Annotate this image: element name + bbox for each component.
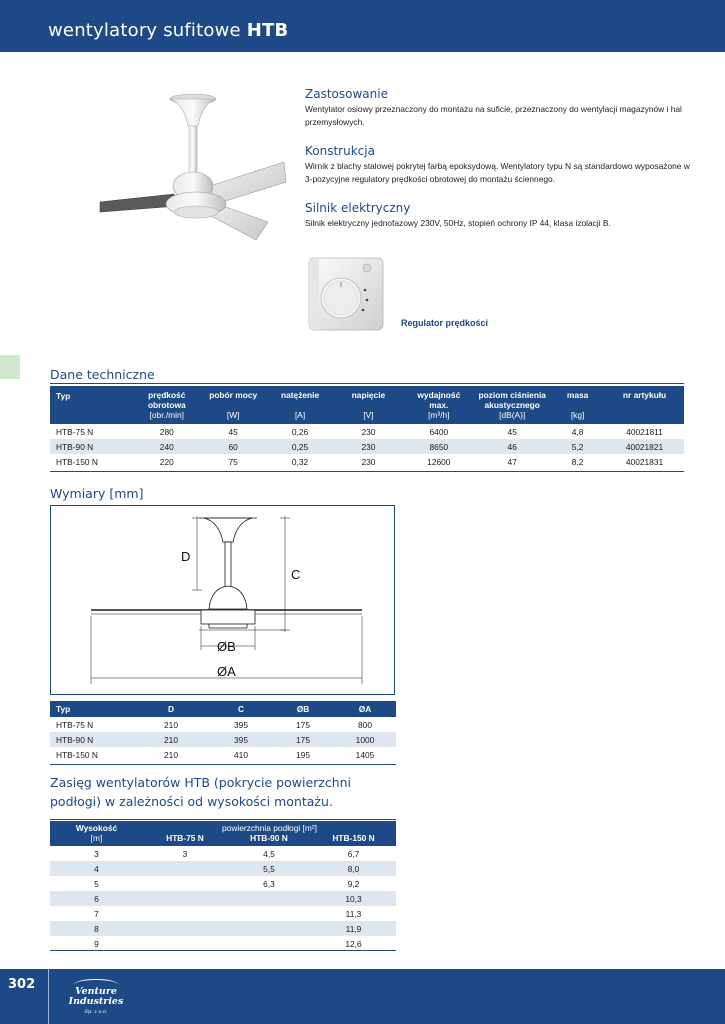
tech-cell: 240 bbox=[134, 439, 200, 454]
tech-cell: 40021821 bbox=[605, 439, 684, 454]
dims-cell: 395 bbox=[210, 732, 272, 747]
konstrukcja-text: Wirnik z blachy stalowej pokrytej farbą epoksydową. Wentylatory typu N są standardowo wyposażone w 3-pozycyjne regulatory prędkości obrotowej do montażu ściennego. bbox=[305, 161, 690, 184]
tech-cell: 0,32 bbox=[291, 456, 309, 467]
th-masa: masa bbox=[550, 386, 605, 410]
dims-cell: 210 bbox=[164, 749, 178, 760]
speed-regulator-photo bbox=[305, 254, 387, 334]
range-cell bbox=[143, 936, 227, 951]
th-poziom: poziom ciśnienia akustycznego bbox=[474, 386, 550, 410]
dims-table bbox=[50, 701, 396, 762]
tech-cell: HTB-150 N bbox=[56, 456, 98, 467]
dim-label-d: D bbox=[181, 549, 191, 564]
dims-th-c: C bbox=[210, 701, 272, 717]
dims-cell: 195 bbox=[296, 749, 310, 760]
dim-label-b: ØB bbox=[217, 639, 236, 654]
logo-line2: Industries bbox=[68, 996, 124, 1007]
unit-pobor: [W] bbox=[200, 410, 267, 424]
range-cell bbox=[227, 906, 311, 921]
dims-cell: 1405 bbox=[355, 749, 375, 760]
dim-label-c: C bbox=[291, 567, 301, 582]
tech-cell: 12600 bbox=[427, 456, 451, 467]
range-cell: 9,2 bbox=[347, 878, 360, 889]
range-row bbox=[50, 921, 396, 936]
dims-cell: 800 bbox=[358, 719, 372, 730]
tech-heading-rule bbox=[50, 383, 684, 384]
unit-predkosc: [obr./min] bbox=[134, 410, 200, 424]
range-cell bbox=[227, 936, 311, 951]
tech-cell: 6400 bbox=[429, 426, 449, 437]
range-th-unit: [m] bbox=[50, 833, 143, 846]
dims-bottom-rule bbox=[50, 764, 396, 765]
tech-cell: 75 bbox=[228, 456, 238, 467]
zastosowanie-heading: Zastosowanie bbox=[305, 87, 388, 101]
dims-cell: HTB-90 N bbox=[50, 732, 132, 747]
range-cell: 4,5 bbox=[263, 848, 275, 859]
range-heading bbox=[50, 773, 351, 811]
dims-cell: 1000 bbox=[334, 732, 396, 747]
dims-row bbox=[50, 747, 396, 762]
dims-diagram bbox=[51, 506, 394, 694]
unit-poziom: [dB(A)] bbox=[474, 410, 550, 424]
tech-cell: 8,2 bbox=[571, 456, 584, 467]
range-th-htb90: HTB-90 N bbox=[227, 833, 311, 846]
range-row bbox=[50, 861, 396, 876]
dims-th-typ: Typ bbox=[50, 701, 132, 717]
silnik-heading: Silnik elektryczny bbox=[305, 201, 411, 215]
footer-divider bbox=[48, 969, 49, 1024]
range-cell: 6 bbox=[50, 891, 143, 906]
dims-row bbox=[50, 732, 396, 747]
dims-th-d: D bbox=[132, 701, 210, 717]
tech-cell: 220 bbox=[159, 456, 174, 467]
range-cell: 10,3 bbox=[311, 891, 396, 906]
tech-cell: 45 bbox=[507, 426, 517, 437]
unit-napiecie: [V] bbox=[334, 410, 404, 424]
dims-cell: 395 bbox=[234, 719, 248, 730]
dims-cell: 210 bbox=[164, 719, 178, 730]
tech-cell: 8650 bbox=[403, 439, 474, 454]
page-title: wentylatory sufitowe HTB bbox=[48, 20, 289, 41]
range-cell: 6,7 bbox=[347, 848, 360, 859]
th-predkosc: prędkość obrotowa bbox=[134, 386, 200, 410]
range-cell: 12,6 bbox=[345, 938, 362, 949]
tech-cell: 0,26 bbox=[291, 426, 309, 437]
venture-logo bbox=[64, 979, 128, 1019]
range-table bbox=[50, 821, 396, 951]
section-tab bbox=[0, 355, 20, 379]
tech-data-heading: Dane techniczne bbox=[50, 367, 155, 382]
th-wydajnosc: wydajność max. bbox=[403, 386, 474, 410]
tech-cell: 230 bbox=[361, 426, 376, 437]
tech-cell: HTB-75 N bbox=[56, 426, 94, 437]
dims-th-b: ØB bbox=[272, 701, 334, 717]
range-cell: 8,0 bbox=[311, 861, 396, 876]
dims-cell: HTB-150 N bbox=[56, 749, 98, 760]
range-cell: 11,3 bbox=[345, 908, 362, 919]
range-row bbox=[50, 906, 396, 921]
tech-cell: 46 bbox=[474, 439, 550, 454]
th-typ: Typ bbox=[50, 386, 134, 410]
range-row bbox=[50, 876, 396, 891]
zastosowanie-text: Wentylator osiowy przeznaczony do montażu na suficie, przeznaczony do wentylacji magazynów i hal przemysłowych. bbox=[305, 104, 682, 127]
tech-row bbox=[50, 424, 684, 439]
range-th-htb75: HTB-75 N bbox=[143, 833, 227, 846]
dims-th-a: ØA bbox=[334, 701, 396, 717]
range-th-powierzchnia: powierzchnia podłogi [m²] bbox=[143, 821, 396, 833]
tech-cell: 5,2 bbox=[550, 439, 605, 454]
range-cell bbox=[143, 906, 227, 921]
range-heading-line1: Zasięg wentylatorów HTB (pokrycie powierzchni bbox=[50, 775, 352, 790]
range-cell bbox=[227, 891, 311, 906]
unit-wydajnosc: [m³/h] bbox=[403, 410, 474, 424]
dims-cell: 210 bbox=[132, 732, 210, 747]
range-cell: 5 bbox=[94, 878, 99, 889]
unit-masa: [kg] bbox=[550, 410, 605, 424]
tech-row bbox=[50, 439, 684, 454]
tech-cell: 0,25 bbox=[267, 439, 334, 454]
range-cell: 8 bbox=[50, 921, 143, 936]
range-cell: 5,5 bbox=[227, 861, 311, 876]
tech-cell: 40021811 bbox=[626, 426, 663, 437]
range-th-wysokosc: Wysokość bbox=[50, 821, 143, 833]
tech-cell: 280 bbox=[159, 426, 174, 437]
tech-cell: 4,8 bbox=[571, 426, 584, 437]
dims-row bbox=[50, 717, 396, 732]
tech-units-row bbox=[50, 410, 684, 424]
tech-cell: 47 bbox=[507, 456, 517, 467]
dims-cell: 410 bbox=[234, 749, 248, 760]
range-heading-line2: podłogi) w zależności od wysokości montażu. bbox=[50, 794, 333, 809]
range-cell: 7 bbox=[94, 908, 99, 919]
tech-cell: 40021831 bbox=[625, 456, 664, 467]
range-cell bbox=[143, 861, 227, 876]
dims-cell: 175 bbox=[272, 732, 334, 747]
range-th-htb150: HTB-150 N bbox=[311, 833, 396, 846]
tech-cell: 45 bbox=[228, 426, 238, 437]
range-cell: 4 bbox=[50, 861, 143, 876]
unit-natezenie: [A] bbox=[267, 410, 334, 424]
range-row bbox=[50, 891, 396, 906]
ceiling-fan-photo bbox=[88, 90, 298, 250]
page-number: 302 bbox=[8, 977, 36, 992]
tech-cell: 230 bbox=[334, 439, 404, 454]
range-cell: 3 bbox=[94, 848, 99, 859]
range-row bbox=[50, 846, 396, 861]
dims-cell: 175 bbox=[296, 719, 310, 730]
range-cell: 3 bbox=[182, 848, 188, 859]
range-cell bbox=[143, 876, 227, 891]
tech-cell: 60 bbox=[200, 439, 267, 454]
range-cell: 6,3 bbox=[263, 878, 275, 889]
dims-cell: HTB-75 N bbox=[56, 719, 94, 730]
range-cell: 9 bbox=[94, 938, 99, 949]
th-napiecie: napięcie bbox=[334, 386, 404, 410]
range-top-rule bbox=[50, 819, 396, 820]
regulator-caption: Regulator prędkości bbox=[401, 318, 489, 328]
silnik-text: Silnik elektryczny jednofazowy 230V, 50Hz, stopień ochrony IP 44, klasa izolacji B. bbox=[305, 218, 611, 228]
tech-bottom-rule bbox=[50, 471, 684, 472]
logo-line3: Sp. z o.o. bbox=[84, 1009, 108, 1015]
range-cell bbox=[227, 921, 311, 936]
dims-heading: Wymiary [mm] bbox=[50, 486, 144, 501]
range-cell bbox=[143, 891, 227, 906]
logo-line1: Venture bbox=[75, 986, 117, 997]
tech-cell: HTB-90 N bbox=[50, 439, 134, 454]
th-pobor: pobór mocy bbox=[200, 386, 267, 410]
dim-label-a: ØA bbox=[217, 664, 236, 679]
range-cell: 11,9 bbox=[311, 921, 396, 936]
tech-cell: 230 bbox=[361, 456, 376, 467]
range-bottom-rule bbox=[50, 950, 396, 951]
th-natezenie: natężenie bbox=[267, 386, 334, 410]
tech-data-table bbox=[50, 386, 684, 469]
range-cell bbox=[143, 921, 227, 936]
range-row bbox=[50, 936, 396, 951]
konstrukcja-heading: Konstrukcja bbox=[305, 144, 375, 158]
tech-row bbox=[50, 454, 684, 469]
th-nr: nr artykułu bbox=[605, 386, 684, 410]
